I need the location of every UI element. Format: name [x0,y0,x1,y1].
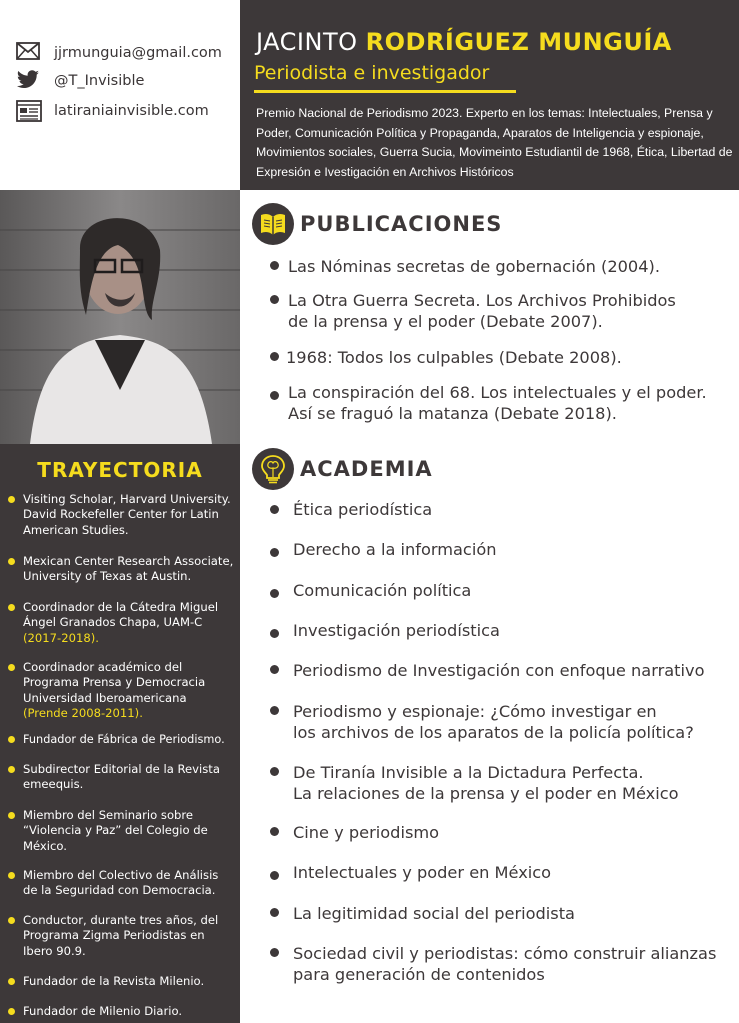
bullet-dot [270,908,279,917]
bullet-dot [8,917,15,924]
contact-email-row[interactable] [16,42,222,64]
bio-text: Premio Nacional de Periodismo 2023. Experto en los temas: Intelectuales, Prensa y Poder, Comunicación Política y Propaganda, Aparatos de Inteligencia y espionaje, Movimientos sociales, Guerra Sucia, Movimeinto Estudiantil de 1968, Ética, Libertad de Expresión e Ivestigación en Archivos Históricos [256,106,733,179]
bullet-dot [8,558,15,565]
contact-website-row[interactable] [16,100,209,122]
bullet-dot [8,1008,15,1015]
publicaciones-title: PUBLICACIONES [300,212,503,236]
academia-item: Comunicación política [270,580,471,601]
bullet-dot [8,736,15,743]
bullet-dot [270,261,279,270]
academia-header [252,448,433,490]
envelope-icon [16,42,44,64]
lightbulb-brain-icon [252,448,294,490]
bullet-dot [270,352,279,361]
trayectoria-panel [0,444,240,1023]
contact-email[interactable]: jjrmunguia@gmail.com [54,45,222,61]
academia-item: Sociedad civil y periodistas: cómo construir alianzas para generación de contenidos [270,943,716,985]
academia-item: Periodismo de Investigación con enfoque narrativo [270,660,704,681]
publicaciones-header [252,203,502,245]
book-icon [252,203,294,245]
trayectoria-item: Fundador de Milenio Diario. [8,1004,236,1019]
publicacion-item: La conspiración del 68. Los intelectuales y el poder. Así se fraguó la matanza (Debate 2018). [270,382,707,424]
trayectoria-item: Conductor, durante tres años, del Programa Zigma Periodistas en Ibero 90.9. [8,913,236,959]
publicacion-item: Las Nóminas secretas de gobernación (2004). [270,256,660,277]
bullet-dot [270,391,279,400]
academia-item: Cine y periodismo [270,822,439,843]
bullet-dot [270,827,279,836]
trayectoria-item: Fundador de la Revista Milenio. [8,974,236,989]
trayectoria-item: Coordinador de la Cátedra Miguel Ángel Granados Chapa, UAM-C (2017-2018). [8,600,236,646]
contact-panel [0,0,240,190]
first-name: JACINTO [256,28,358,56]
publicacion-item: La Otra Guerra Secreta. Los Archivos Prohibidos de la prensa y el poder (Debate 2007). [270,290,676,332]
bullet-dot [270,767,279,776]
trayectoria-item: Miembro del Seminario sobre “Violencia y Paz” del Colegio de México. [8,808,236,854]
academia-item: Intelectuales y poder en México [270,862,551,883]
academia-item: De Tiranía Invisible a la Dictadura Perfecta. La relaciones de la prensa y el poder en México [270,762,679,804]
contact-twitter[interactable]: @T_Invisible [54,73,145,89]
bullet-dot [270,948,279,957]
academia-item: Derecho a la información [270,539,497,560]
trayectoria-item: Subdirector Editorial de la Revista emeequis. [8,762,236,793]
trayectoria-item: Visiting Scholar, Harvard University. David Rockefeller Center for Latin American Studies. [8,492,236,538]
bullet-dot [270,629,279,638]
academia-item: La legitimidad social del periodista [270,903,575,924]
header-panel [240,0,739,190]
last-name: RODRÍGUEZ MUNGUÍA [365,28,672,56]
bullet-dot [8,766,15,773]
contact-twitter-row[interactable] [16,70,144,92]
bullet-dot [270,871,279,880]
bullet-dot [8,604,15,611]
bullet-dot [8,812,15,819]
trayectoria-item: Miembro del Colectivo de Análisis de la Seguridad con Democracia. [8,868,236,899]
bullet-dot [270,706,279,715]
bullet-dot [270,295,279,304]
role-underline [254,90,516,93]
twitter-bird-icon [16,70,44,92]
bullet-dot [270,548,279,557]
bullet-dot [8,872,15,879]
full-name [256,28,672,56]
trayectoria-item: Mexican Center Research Associate, University of Texas at Austin. [8,554,236,585]
trayectoria-item: Coordinador académico del Programa Prensa y Democracia Universidad Iberoamericana (Prende 2008-2011). [8,660,236,722]
academia-title: ACADEMIA [300,457,433,481]
publicacion-item: 1968: Todos los culpables (Debate 2008). [270,347,622,368]
bullet-dot [270,505,279,514]
bullet-dot [270,589,279,598]
bullet-dot [8,496,15,503]
bullet-dot [270,665,279,674]
academia-item: Investigación periodística [270,620,500,641]
portrait-photo [0,190,240,444]
trayectoria-title: TRAYECTORIA [37,458,203,482]
academia-item: Ética periodística [270,499,432,520]
contact-website[interactable]: latiraniainvisible.com [54,103,209,119]
academia-item: Periodismo y espionaje: ¿Cómo investigar en los archivos de los aparatos de la policía política? [270,701,694,743]
role-title: Periodista e investigador [254,62,490,84]
website-icon [16,100,44,122]
trayectoria-item: Fundador de Fábrica de Periodismo. [8,732,236,747]
bullet-dot [8,978,15,985]
bullet-dot [8,664,15,671]
